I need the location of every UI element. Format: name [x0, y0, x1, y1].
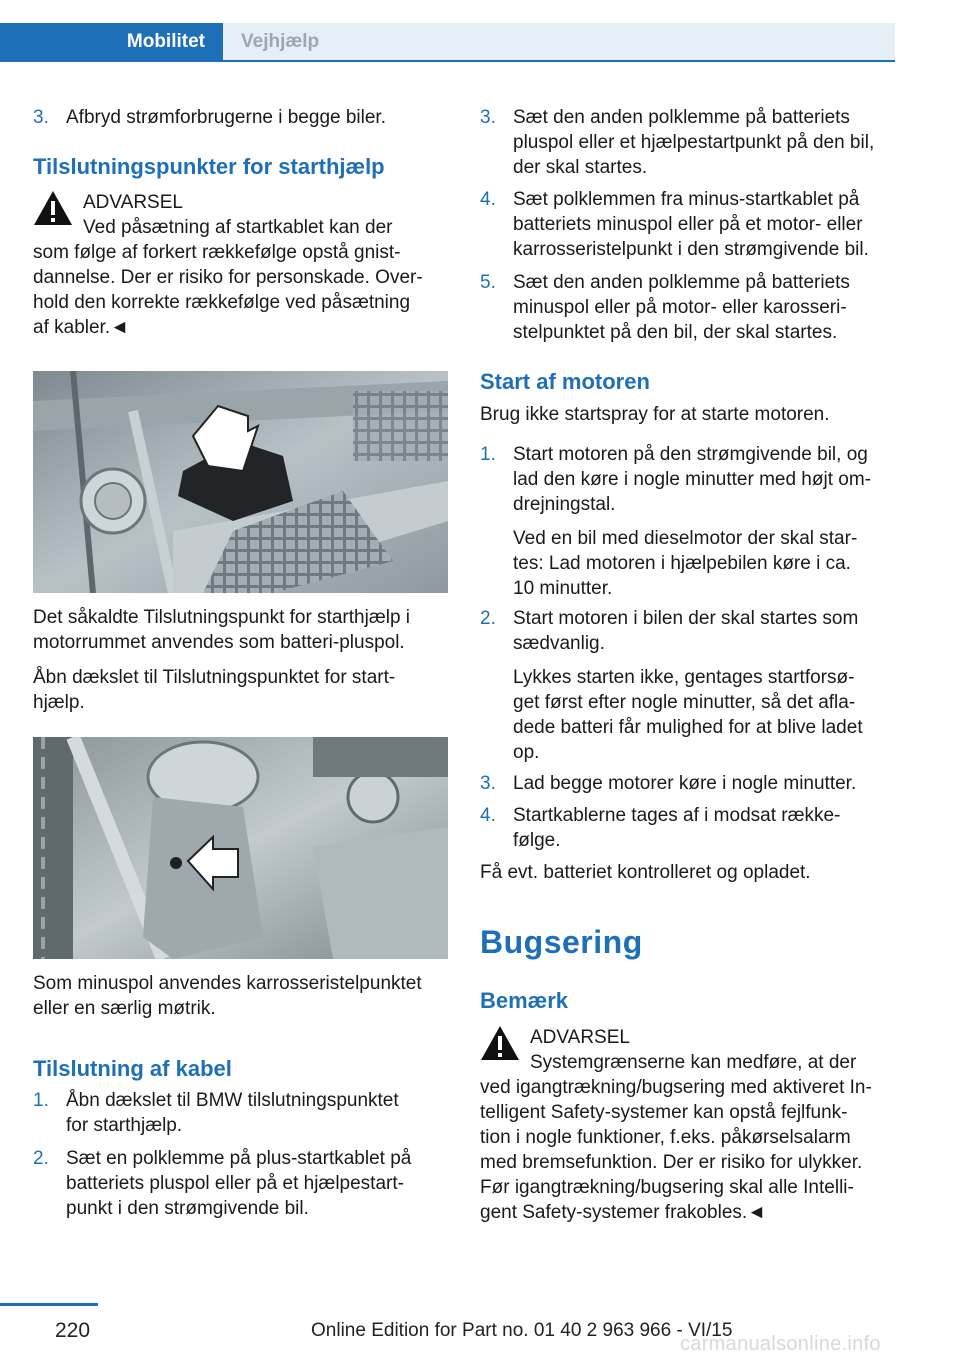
text-line: for starthjælp.: [66, 1115, 183, 1136]
tab-vejhjaelp[interactable]: Vejhjælp: [223, 23, 895, 60]
text-line: Sæt polklemmen fra minus-startkablet på: [513, 189, 860, 210]
warning-line: gent Safety-systemer frakobles.◄: [480, 1202, 766, 1223]
warning-line: af kabler.◄: [33, 317, 129, 338]
watermark: carmanualsonline.info: [680, 1333, 881, 1355]
list-text: [513, 803, 895, 853]
text-line: Sæt en polklemme på plus-startkablet på: [66, 1148, 412, 1169]
note-title: Bemærk: [480, 988, 569, 1013]
list-item: [480, 270, 895, 345]
list-text: [513, 187, 895, 262]
section-title-cable-connection: Tilslutning af kabel: [33, 1056, 232, 1081]
list-item: [33, 1146, 448, 1221]
text-line: Som minuspol anvendes karrosseristelpunktet: [33, 973, 422, 994]
warning-line: ved igangtrækning/bugsering med aktiveret In-: [480, 1077, 872, 1098]
text-line: Ved en bil med dieselmotor der skal star-: [513, 528, 858, 549]
list-number: 3.: [480, 107, 496, 128]
warning-line: Systemgrænserne kan medføre, at der: [530, 1052, 857, 1073]
text-line: get først efter nogle minutter, så det afla-: [513, 692, 856, 713]
top-nav: [0, 0, 895, 62]
edition-text: Online Edition for Part no. 01 40 2 963 966 - VI/15: [311, 1320, 733, 1341]
paragraph: [33, 665, 448, 715]
list-number: 4.: [480, 189, 496, 210]
paragraph: [33, 605, 448, 655]
text-line: punkt i den strømgivende bil.: [66, 1198, 309, 1219]
warning-line: Ved påsætning af startkablet kan der: [83, 217, 393, 238]
warning-line: hold den korrekte rækkefølge ved påsætning: [33, 292, 411, 313]
list-text: [513, 442, 895, 601]
footer-rule: [0, 1303, 98, 1306]
text-line: drejningstal.: [513, 494, 616, 515]
list-number: 1.: [33, 1090, 49, 1111]
list-item: [33, 105, 448, 130]
header-divider: [0, 60, 895, 62]
warning-line: som følge af forkert rækkefølge opstå gnist-: [33, 242, 401, 263]
list-item: [480, 187, 895, 262]
list-text: Afbryd strømforbrugerne i begge biler.: [66, 107, 386, 128]
text-line: sædvanlig.: [513, 633, 605, 654]
closing-text: Få evt. batteriet kontrolleret og opladet.: [480, 862, 811, 883]
tab-mobilitet[interactable]: Mobilitet: [0, 23, 223, 60]
text-line: stelpunktet på den bil, der skal startes.: [513, 322, 838, 343]
intro-text: Brug ikke startspray for at starte motoren.: [480, 404, 830, 425]
text-line: 10 minutter.: [513, 578, 613, 599]
list-number: 4.: [480, 805, 496, 826]
list-item: [33, 1088, 448, 1138]
section-title-connection-points: Tilslutningspunkter for starthjælp: [33, 154, 385, 179]
list-number: 5.: [480, 272, 496, 293]
text-line: motorrummet anvendes som batteri-pluspol.: [33, 632, 405, 653]
list-number: 2.: [33, 1148, 49, 1169]
text-line: Åbn dækslet til BMW tilslutningspunktet: [66, 1090, 399, 1111]
warning-line: Før igangtrækning/bugsering skal alle Intelli-: [480, 1177, 854, 1198]
list-text: [66, 1146, 448, 1221]
list-text: [513, 606, 895, 765]
text-line: tes: Lad motoren i hjælpebilen køre i ca.: [513, 553, 851, 574]
text-line: eller en særlig møtrik.: [33, 998, 216, 1019]
text-line: Det såkaldte Tilslutningspunkt for starthjælp i: [33, 607, 411, 628]
warning-line: med bremsefunktion. Der er risiko for ulykker.: [480, 1152, 863, 1173]
text-line: dede batteri får mulighed for at blive ladet: [513, 717, 863, 738]
chapter-title-towing: Bugsering: [480, 924, 643, 960]
text-line: op.: [513, 742, 540, 763]
text-line: batteriets pluspol eller på et hjælpestart-: [66, 1173, 404, 1194]
list-text: [66, 1088, 448, 1138]
text-line: Startkablerne tages af i modsat række-: [513, 805, 841, 826]
text-line: hjælp.: [33, 692, 85, 713]
warning-triangle-icon: [33, 190, 73, 226]
list-item: [480, 442, 895, 601]
section-title-start-engine: Start af motoren: [480, 369, 650, 394]
warning-line: telligent Safety-systemer kan opstå fejlfunk-: [480, 1102, 848, 1123]
list-text: [513, 270, 895, 345]
warning-title: ADVARSEL: [83, 192, 183, 213]
text-line: lad den køre i nogle minutter med højt om-: [513, 469, 871, 490]
text-line: pluspol eller et hjælpestartpunkt på den bil,: [513, 132, 875, 153]
list-number: 1.: [480, 444, 496, 465]
page-number: 220: [55, 1319, 91, 1342]
list-item: [480, 771, 895, 796]
text-line: Sæt den anden polklemme på batteriets: [513, 272, 850, 293]
text-line: batteriets minuspol eller på et motor- eller: [513, 214, 863, 235]
warning-line: dannelse. Der er risiko for personskade. Over-: [33, 267, 423, 288]
text-line: der skal startes.: [513, 157, 648, 178]
paragraph: [33, 971, 448, 1021]
engine-bay-photo-negative-terminal: [33, 737, 448, 959]
list-text: [513, 105, 895, 180]
text-line: følge.: [513, 830, 561, 851]
list-text: Lad begge motorer køre i nogle minutter.: [513, 773, 857, 794]
text-line: Åbn dækslet til Tilslutningspunktet for start-: [33, 667, 396, 688]
text-line: Sæt den anden polklemme på batteriets: [513, 107, 850, 128]
text-line: Start motoren på den strømgivende bil, og: [513, 444, 868, 465]
warning-line: tion i nogle funktioner, f.eks. påkørselsalarm: [480, 1127, 851, 1148]
list-item: [480, 606, 895, 765]
text-line: minuspol eller på motor- eller karosseri-: [513, 297, 847, 318]
engine-bay-photo-positive-terminal: [33, 371, 448, 593]
list-number: 3.: [480, 773, 496, 794]
list-number: 3.: [33, 107, 49, 128]
text-line: karrosseristelpunkt i den strømgivende bil.: [513, 239, 869, 260]
warning-box: [480, 1025, 895, 1225]
warning-title: ADVARSEL: [530, 1027, 630, 1048]
text-line: Start motoren i bilen der skal startes som: [513, 608, 859, 629]
list-number: 2.: [480, 608, 496, 629]
list-item: [480, 105, 895, 180]
list-item: [480, 803, 895, 853]
warning-box: [33, 190, 448, 340]
text-line: Lykkes starten ikke, gentages startforsø-: [513, 667, 855, 688]
warning-triangle-icon: [480, 1025, 520, 1061]
